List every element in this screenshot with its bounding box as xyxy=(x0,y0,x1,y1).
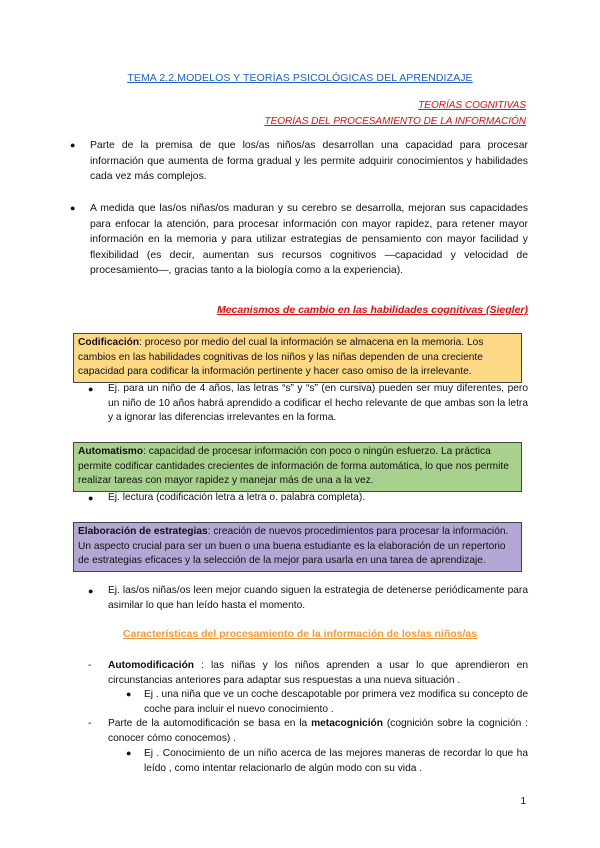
automatism-example-text: Ej. lectura (codificación letra a letra o. palabra completa). xyxy=(108,492,366,503)
automatism-term: Automatismo xyxy=(78,446,144,457)
strategies-term: Elaboración de estrategias xyxy=(78,526,208,537)
characteristics-heading: Características del procesamiento de la información de los/as niños/as xyxy=(122,628,478,640)
self-modification-term: Automodificación xyxy=(108,660,195,671)
self-modification-example-text: Ej . una niña que ve un coche descapotable por primera vez modifica su concepto de coche para incluir el nuevo conocimiento . xyxy=(144,689,528,715)
strategies-definition: : creación de nuevos procedimientos para procesar la información. Un aspecto crucial para ser un buen o una buena estudiante es la elaboración de un repertorio de estrategias eficaces y la selección de la mejor para usarla en una tarea de aprendizaje. xyxy=(78,526,509,566)
mechanisms-heading: Mecanismos de cambio en las habilidades cognitivas (Siegler) xyxy=(216,304,528,316)
bullet-icon: ● xyxy=(126,748,132,758)
self-modification-example xyxy=(126,687,528,717)
bullet-icon: ● xyxy=(70,140,76,150)
automatism-example xyxy=(88,491,528,506)
metacognition-example xyxy=(126,746,528,776)
strategies-example-text: Ej. las/os niñas/os leen mejor cuando siguen la estrategia de detenerse periódicamente para asimilar lo que han leído hasta el momento. xyxy=(108,585,528,611)
metacognition-after: (cognición sobre la cognición : conocer cómo conocemos) . xyxy=(108,718,528,744)
self-modification-item xyxy=(88,658,528,688)
coding-example-text: Ej. para un niño de 4 años, las letras “s” y “s” (en cursiva) pueden ser muy diferentes, pero un niño de 10 años habrá aprendido a codificar el hecho relevante de que ambas son la letra y a ignorar las diferencias irrelevantes en la forma. xyxy=(108,383,528,423)
dash-marker: - xyxy=(88,660,92,671)
coding-box xyxy=(73,333,522,383)
bullet-icon: ● xyxy=(88,384,94,394)
metacognition-example-text: Ej . Conocimiento de un niño acerca de las mejores maneras de recordar lo que ha leído , como intentar relacionarlo de algún modo con su vida . xyxy=(144,748,528,774)
coding-definition: : proceso por medio del cual la información se almacena en la memoria. Los cambios en las habilidades cognitivas de los niños y las niñas dependen de una creciente capacidad para codificar la información pertinente y hacer caso omiso de la irrelevante. xyxy=(78,337,484,377)
intro-paragraph-1 xyxy=(70,138,528,185)
metacognition-before: Parte de la automodificación se basa en la xyxy=(108,718,312,729)
subtitle-information-processing: TEORÍAS DEL PROCESAMIENTO DE LA INFORMACIÓN xyxy=(264,116,526,127)
subtitle-cognitive-theories: TEORÍAS COGNITIVAS xyxy=(418,100,526,111)
bullet-icon: ● xyxy=(88,586,94,596)
bullet-icon: ● xyxy=(88,493,94,503)
coding-example xyxy=(88,382,528,426)
coding-term: Codificación xyxy=(78,337,140,348)
automatism-definition: : capacidad de procesar información con poco o ningún esfuerzo. La práctica permite codificar cantidades crecientes de información de forma automática, lo que nos permite realizar tareas con mayor rapidez y manejar más de una a la vez. xyxy=(78,446,509,486)
metacognition-term: metacognición xyxy=(311,718,383,729)
strategies-example xyxy=(88,584,528,613)
page-number: 1 xyxy=(520,796,526,807)
automatism-box xyxy=(73,442,522,492)
bullet-icon: ● xyxy=(70,203,76,213)
intro-text-1: Parte de la premisa de que los/as niños/as desarrollan una capacidad para procesar información que aumenta de forma gradual y les permite adquirir conocimientos y habilidades cada vez más complejos. xyxy=(90,140,528,183)
intro-text-2: A medida que las/os niñas/os maduran y su cerebro se desarrolla, mejoran sus capacidades para enfocar la atención, para procesar información con mayor rapidez, para retener mayor información en la memoria y para utilizar estrategias de pensamiento con mayor facilidad y flexibilidad (es decir, aumentan sus recursos cognitivos —capacidad y velocidad de procesamiento—, gracias tanto a la biología como a la experiencia). xyxy=(90,203,528,277)
bullet-icon: ● xyxy=(126,689,132,699)
metacognition-item xyxy=(88,716,528,746)
dash-marker: - xyxy=(88,718,92,729)
intro-paragraph-2 xyxy=(70,201,528,279)
document-title: TEMA 2.2.MODELOS Y TEORÍAS PSICOLÓGICAS DEL APRENDIZAJE xyxy=(127,72,473,84)
strategies-box xyxy=(73,522,522,572)
self-modification-text: : las niñas y los niños aprenden a usar lo que aprendieron en circunstancias anteriores para adaptar sus respuestas a una nueva situación . xyxy=(108,660,528,686)
